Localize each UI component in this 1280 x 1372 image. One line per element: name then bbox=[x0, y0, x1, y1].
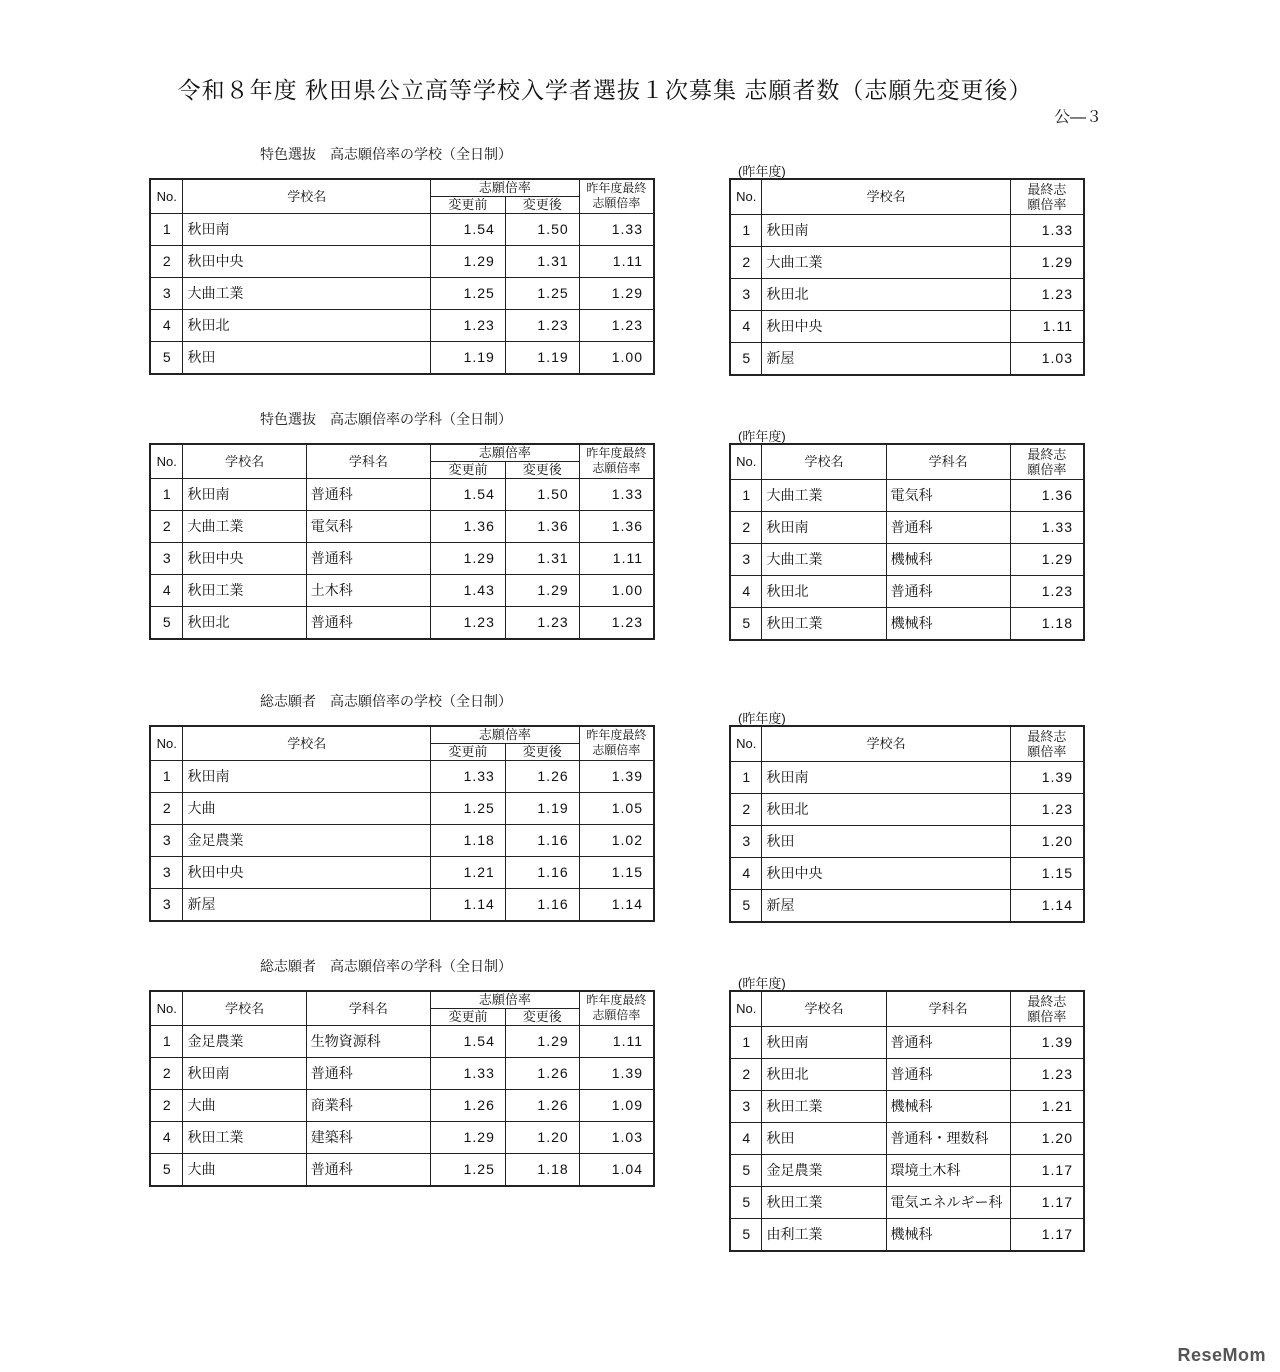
rate-after-cell: 1.16 bbox=[505, 856, 579, 888]
school-cell: 秋田北 bbox=[762, 575, 886, 607]
last-year-label: (昨年度) bbox=[738, 429, 786, 444]
table-row bbox=[730, 761, 1084, 793]
prev-rate-cell: 1.09 bbox=[579, 1089, 654, 1121]
rank-cell: 2 bbox=[730, 511, 762, 543]
header-no: No. bbox=[150, 179, 183, 213]
rank-cell: 2 bbox=[150, 792, 183, 824]
rank-cell: 4 bbox=[730, 310, 762, 342]
table-row bbox=[150, 1153, 654, 1186]
prev-rate-cell: 1.33 bbox=[579, 213, 654, 245]
school-cell: 秋田南 bbox=[183, 760, 431, 792]
final-rate-cell: 1.33 bbox=[1010, 511, 1084, 543]
rank-cell: 4 bbox=[150, 309, 183, 341]
dept-cell: 機械科 bbox=[886, 1090, 1010, 1122]
rank-cell: 2 bbox=[150, 1057, 183, 1089]
rank-cell: 5 bbox=[150, 606, 183, 639]
table-row bbox=[150, 574, 654, 606]
final-rate-cell: 1.14 bbox=[1010, 889, 1084, 922]
table-row bbox=[150, 856, 654, 888]
rate-before-cell: 1.25 bbox=[431, 1153, 506, 1186]
header-no: No. bbox=[730, 444, 762, 479]
school-cell: 秋田北 bbox=[762, 1058, 886, 1090]
school-cell: 大曲工業 bbox=[762, 479, 886, 511]
table-row bbox=[150, 1025, 654, 1057]
rate-before-cell: 1.43 bbox=[431, 574, 506, 606]
header-school: 学校名 bbox=[762, 991, 886, 1026]
final-rate-cell: 1.39 bbox=[1010, 761, 1084, 793]
dept-cell: 機械科 bbox=[886, 1218, 1010, 1251]
header-school: 学校名 bbox=[183, 179, 431, 213]
rate-after-cell: 1.26 bbox=[505, 1089, 579, 1121]
rate-after-cell: 1.29 bbox=[505, 574, 579, 606]
table-row bbox=[150, 213, 654, 245]
last-year-ranking-table bbox=[729, 443, 1085, 641]
table-row bbox=[730, 607, 1084, 640]
rank-cell: 5 bbox=[730, 1186, 762, 1218]
prev-rate-cell: 1.36 bbox=[579, 510, 654, 542]
header-dept: 学科名 bbox=[306, 991, 430, 1025]
final-rate-cell: 1.39 bbox=[1010, 1026, 1084, 1058]
rate-before-cell: 1.23 bbox=[431, 309, 506, 341]
rank-cell: 2 bbox=[150, 1089, 183, 1121]
section-caption: 総志願者 高志願倍率の学科（全日制） bbox=[260, 958, 512, 974]
header-rate-group: 志願倍率 bbox=[431, 726, 580, 743]
header-school: 学校名 bbox=[762, 726, 1010, 761]
current-ranking-table bbox=[149, 178, 655, 375]
resemom-logo: ReseMom bbox=[1177, 1345, 1266, 1365]
final-rate-cell: 1.23 bbox=[1010, 575, 1084, 607]
dept-cell: 土木科 bbox=[306, 574, 430, 606]
page-title: 令和８年度 秋田県公立高等学校入学者選抜１次募集 志願者数（志願先変更後） bbox=[177, 77, 1033, 103]
final-rate-cell: 1.15 bbox=[1010, 857, 1084, 889]
prev-rate-cell: 1.29 bbox=[579, 277, 654, 309]
rate-after-cell: 1.18 bbox=[505, 1153, 579, 1186]
school-cell: 秋田中央 bbox=[762, 857, 1010, 889]
school-cell: 大曲工業 bbox=[183, 277, 431, 309]
final-rate-cell: 1.23 bbox=[1010, 793, 1084, 825]
header-rate-group: 志願倍率 bbox=[431, 444, 580, 461]
school-cell: 大曲工業 bbox=[183, 510, 306, 542]
table-row bbox=[150, 478, 654, 510]
dept-cell: 普通科 bbox=[886, 1026, 1010, 1058]
school-cell: 秋田南 bbox=[762, 511, 886, 543]
rank-cell: 4 bbox=[150, 1121, 183, 1153]
table-row bbox=[730, 1122, 1084, 1154]
rate-after-cell: 1.20 bbox=[505, 1121, 579, 1153]
prev-rate-cell: 1.02 bbox=[579, 824, 654, 856]
school-cell: 秋田工業 bbox=[762, 607, 886, 640]
rate-after-cell: 1.26 bbox=[505, 1057, 579, 1089]
rate-after-cell: 1.29 bbox=[505, 1025, 579, 1057]
header-final-rate: 最終志願倍率 bbox=[1010, 991, 1084, 1026]
rate-after-cell: 1.26 bbox=[505, 760, 579, 792]
rate-before-cell: 1.54 bbox=[431, 213, 506, 245]
header-dept: 学科名 bbox=[886, 444, 1010, 479]
final-rate-cell: 1.17 bbox=[1010, 1218, 1084, 1251]
dept-cell: 普通科 bbox=[886, 575, 1010, 607]
final-rate-cell: 1.23 bbox=[1010, 278, 1084, 310]
last-year-ranking-table bbox=[729, 178, 1085, 376]
rank-cell: 4 bbox=[730, 1122, 762, 1154]
table-row bbox=[150, 824, 654, 856]
header-dept: 学科名 bbox=[886, 991, 1010, 1026]
header-school: 学校名 bbox=[183, 444, 306, 478]
table-row bbox=[730, 1218, 1084, 1251]
prev-rate-cell: 1.00 bbox=[579, 574, 654, 606]
rate-after-cell: 1.23 bbox=[505, 606, 579, 639]
last-year-label: (昨年度) bbox=[738, 711, 786, 726]
current-ranking-table bbox=[149, 725, 655, 922]
header-after: 変更後 bbox=[505, 743, 579, 760]
school-cell: 金足農業 bbox=[183, 824, 431, 856]
final-rate-cell: 1.20 bbox=[1010, 825, 1084, 857]
table-row bbox=[150, 510, 654, 542]
rank-cell: 3 bbox=[150, 856, 183, 888]
rate-before-cell: 1.54 bbox=[431, 1025, 506, 1057]
school-cell: 大曲工業 bbox=[762, 246, 1010, 278]
rate-after-cell: 1.31 bbox=[505, 245, 579, 277]
header-no: No. bbox=[150, 991, 183, 1025]
section-caption: 特色選抜 高志願倍率の学科（全日制） bbox=[260, 411, 512, 427]
rate-after-cell: 1.16 bbox=[505, 888, 579, 921]
school-cell: 秋田工業 bbox=[183, 574, 306, 606]
dept-cell: 普通科 bbox=[886, 511, 1010, 543]
last-year-ranking-table bbox=[729, 725, 1085, 923]
final-rate-cell: 1.20 bbox=[1010, 1122, 1084, 1154]
rate-before-cell: 1.23 bbox=[431, 606, 506, 639]
table-row bbox=[730, 1090, 1084, 1122]
table-row bbox=[730, 1186, 1084, 1218]
prev-rate-cell: 1.15 bbox=[579, 856, 654, 888]
school-cell: 秋田北 bbox=[762, 793, 1010, 825]
rate-after-cell: 1.16 bbox=[505, 824, 579, 856]
rate-before-cell: 1.54 bbox=[431, 478, 506, 510]
final-rate-cell: 1.03 bbox=[1010, 342, 1084, 375]
header-school: 学校名 bbox=[183, 726, 431, 760]
table-row bbox=[730, 857, 1084, 889]
last-year-label: (昨年度) bbox=[738, 164, 786, 179]
table-row bbox=[730, 479, 1084, 511]
header-no: No. bbox=[730, 991, 762, 1026]
school-cell: 秋田南 bbox=[183, 478, 306, 510]
prev-rate-cell: 1.11 bbox=[579, 542, 654, 574]
school-cell: 秋田 bbox=[762, 1122, 886, 1154]
school-cell: 秋田南 bbox=[183, 213, 431, 245]
table-row bbox=[730, 1154, 1084, 1186]
dept-cell: 電気科 bbox=[886, 479, 1010, 511]
dept-cell: 商業科 bbox=[306, 1089, 430, 1121]
rate-before-cell: 1.14 bbox=[431, 888, 506, 921]
final-rate-cell: 1.21 bbox=[1010, 1090, 1084, 1122]
table-row bbox=[150, 245, 654, 277]
school-cell: 大曲 bbox=[183, 1089, 306, 1121]
header-final-rate: 最終志願倍率 bbox=[1010, 726, 1084, 761]
header-rate-group: 志願倍率 bbox=[431, 179, 580, 196]
final-rate-cell: 1.11 bbox=[1010, 310, 1084, 342]
school-cell: 秋田中央 bbox=[183, 542, 306, 574]
rank-cell: 1 bbox=[150, 478, 183, 510]
prev-rate-cell: 1.00 bbox=[579, 341, 654, 374]
school-cell: 大曲 bbox=[183, 792, 431, 824]
table-row bbox=[150, 792, 654, 824]
rank-cell: 1 bbox=[730, 761, 762, 793]
rank-cell: 1 bbox=[150, 760, 183, 792]
rank-cell: 2 bbox=[150, 510, 183, 542]
final-rate-cell: 1.17 bbox=[1010, 1186, 1084, 1218]
rate-after-cell: 1.31 bbox=[505, 542, 579, 574]
header-before: 変更前 bbox=[431, 743, 506, 760]
rank-cell: 2 bbox=[150, 245, 183, 277]
header-dept: 学科名 bbox=[306, 444, 430, 478]
dept-cell: 普通科 bbox=[886, 1058, 1010, 1090]
final-rate-cell: 1.23 bbox=[1010, 1058, 1084, 1090]
prev-rate-cell: 1.03 bbox=[579, 1121, 654, 1153]
prev-rate-cell: 1.33 bbox=[579, 478, 654, 510]
school-cell: 金足農業 bbox=[762, 1154, 886, 1186]
last-year-label: (昨年度) bbox=[738, 976, 786, 991]
school-cell: 秋田中央 bbox=[762, 310, 1010, 342]
dept-cell: 生物資源科 bbox=[306, 1025, 430, 1057]
header-no: No. bbox=[730, 726, 762, 761]
rank-cell: 1 bbox=[150, 1025, 183, 1057]
header-rate-group: 志願倍率 bbox=[431, 991, 580, 1008]
rate-before-cell: 1.19 bbox=[431, 341, 506, 374]
rate-after-cell: 1.19 bbox=[505, 341, 579, 374]
rate-after-cell: 1.50 bbox=[505, 478, 579, 510]
header-no: No. bbox=[730, 179, 762, 214]
table-row bbox=[150, 606, 654, 639]
rank-cell: 1 bbox=[730, 1026, 762, 1058]
final-rate-cell: 1.29 bbox=[1010, 543, 1084, 575]
prev-rate-cell: 1.39 bbox=[579, 760, 654, 792]
rank-cell: 5 bbox=[730, 607, 762, 640]
section-caption: 総志願者 高志願倍率の学校（全日制） bbox=[260, 693, 512, 709]
school-cell: 秋田 bbox=[183, 341, 431, 374]
header-no: No. bbox=[150, 726, 183, 760]
table-row bbox=[730, 511, 1084, 543]
table-row bbox=[150, 542, 654, 574]
school-cell: 新屋 bbox=[762, 889, 1010, 922]
dept-cell: 電気エネルギー科 bbox=[886, 1186, 1010, 1218]
header-prev-final: 昨年度最終志願倍率 bbox=[579, 179, 654, 213]
rank-cell: 5 bbox=[730, 1218, 762, 1251]
school-cell: 秋田南 bbox=[762, 214, 1010, 246]
school-cell: 由利工業 bbox=[762, 1218, 886, 1251]
rate-before-cell: 1.33 bbox=[431, 1057, 506, 1089]
rate-after-cell: 1.23 bbox=[505, 309, 579, 341]
rate-before-cell: 1.36 bbox=[431, 510, 506, 542]
final-rate-cell: 1.17 bbox=[1010, 1154, 1084, 1186]
rank-cell: 3 bbox=[730, 278, 762, 310]
rank-cell: 4 bbox=[730, 857, 762, 889]
rank-cell: 3 bbox=[150, 888, 183, 921]
rank-cell: 1 bbox=[150, 213, 183, 245]
school-cell: 秋田工業 bbox=[762, 1186, 886, 1218]
dept-cell: 普通科・理数科 bbox=[886, 1122, 1010, 1154]
table-row bbox=[730, 214, 1084, 246]
table-row bbox=[730, 543, 1084, 575]
dept-cell: 環境土木科 bbox=[886, 1154, 1010, 1186]
table-row bbox=[730, 889, 1084, 922]
rate-before-cell: 1.25 bbox=[431, 792, 506, 824]
rate-after-cell: 1.25 bbox=[505, 277, 579, 309]
rank-cell: 1 bbox=[730, 214, 762, 246]
table-row bbox=[150, 309, 654, 341]
rate-before-cell: 1.18 bbox=[431, 824, 506, 856]
rank-cell: 5 bbox=[730, 889, 762, 922]
rank-cell: 3 bbox=[150, 824, 183, 856]
rate-before-cell: 1.29 bbox=[431, 542, 506, 574]
rank-cell: 5 bbox=[730, 342, 762, 375]
prev-rate-cell: 1.39 bbox=[579, 1057, 654, 1089]
header-school: 学校名 bbox=[762, 444, 886, 479]
last-year-ranking-table bbox=[729, 990, 1085, 1252]
table-row bbox=[730, 342, 1084, 375]
school-cell: 秋田工業 bbox=[762, 1090, 886, 1122]
rank-cell: 4 bbox=[730, 575, 762, 607]
school-cell: 秋田工業 bbox=[183, 1121, 306, 1153]
prev-rate-cell: 1.23 bbox=[579, 606, 654, 639]
header-no: No. bbox=[150, 444, 183, 478]
rank-cell: 5 bbox=[150, 1153, 183, 1186]
school-cell: 秋田南 bbox=[762, 761, 1010, 793]
rank-cell: 5 bbox=[150, 341, 183, 374]
header-final-rate: 最終志願倍率 bbox=[1010, 179, 1084, 214]
rank-cell: 4 bbox=[150, 574, 183, 606]
table-row bbox=[730, 246, 1084, 278]
dept-cell: 普通科 bbox=[306, 542, 430, 574]
final-rate-cell: 1.36 bbox=[1010, 479, 1084, 511]
table-row bbox=[150, 888, 654, 921]
rate-after-cell: 1.50 bbox=[505, 213, 579, 245]
table-row bbox=[730, 310, 1084, 342]
rank-cell: 3 bbox=[150, 277, 183, 309]
header-before: 変更前 bbox=[431, 461, 506, 478]
table-row bbox=[730, 825, 1084, 857]
prev-rate-cell: 1.05 bbox=[579, 792, 654, 824]
header-before: 変更前 bbox=[431, 1008, 506, 1025]
table-row bbox=[150, 1121, 654, 1153]
table-row bbox=[150, 760, 654, 792]
page-number: 公―３ bbox=[1053, 109, 1102, 126]
table-row bbox=[730, 793, 1084, 825]
prev-rate-cell: 1.04 bbox=[579, 1153, 654, 1186]
rank-cell: 3 bbox=[730, 1090, 762, 1122]
school-cell: 新屋 bbox=[183, 888, 431, 921]
dept-cell: 普通科 bbox=[306, 1057, 430, 1089]
dept-cell: 普通科 bbox=[306, 478, 430, 510]
final-rate-cell: 1.29 bbox=[1010, 246, 1084, 278]
final-rate-cell: 1.18 bbox=[1010, 607, 1084, 640]
prev-rate-cell: 1.23 bbox=[579, 309, 654, 341]
rate-before-cell: 1.26 bbox=[431, 1089, 506, 1121]
rank-cell: 3 bbox=[150, 542, 183, 574]
dept-cell: 電気科 bbox=[306, 510, 430, 542]
table-row bbox=[730, 575, 1084, 607]
header-after: 変更後 bbox=[505, 196, 579, 213]
prev-rate-cell: 1.14 bbox=[579, 888, 654, 921]
rate-before-cell: 1.29 bbox=[431, 1121, 506, 1153]
rank-cell: 3 bbox=[730, 825, 762, 857]
prev-rate-cell: 1.11 bbox=[579, 245, 654, 277]
school-cell: 新屋 bbox=[762, 342, 1010, 375]
table-row bbox=[730, 1058, 1084, 1090]
rate-after-cell: 1.36 bbox=[505, 510, 579, 542]
header-final-rate: 最終志願倍率 bbox=[1010, 444, 1084, 479]
current-ranking-table bbox=[149, 990, 655, 1187]
header-school: 学校名 bbox=[183, 991, 306, 1025]
rank-cell: 2 bbox=[730, 246, 762, 278]
rate-before-cell: 1.21 bbox=[431, 856, 506, 888]
final-rate-cell: 1.33 bbox=[1010, 214, 1084, 246]
header-prev-final: 昨年度最終志願倍率 bbox=[579, 991, 654, 1025]
school-cell: 大曲工業 bbox=[762, 543, 886, 575]
rank-cell: 5 bbox=[730, 1154, 762, 1186]
header-school: 学校名 bbox=[762, 179, 1010, 214]
rank-cell: 2 bbox=[730, 1058, 762, 1090]
current-ranking-table bbox=[149, 443, 655, 640]
school-cell: 秋田北 bbox=[183, 606, 306, 639]
rank-cell: 2 bbox=[730, 793, 762, 825]
school-cell: 秋田中央 bbox=[183, 856, 431, 888]
rank-cell: 3 bbox=[730, 543, 762, 575]
school-cell: 金足農業 bbox=[183, 1025, 306, 1057]
school-cell: 秋田南 bbox=[762, 1026, 886, 1058]
header-prev-final: 昨年度最終志願倍率 bbox=[579, 444, 654, 478]
rate-before-cell: 1.29 bbox=[431, 245, 506, 277]
school-cell: 秋田南 bbox=[183, 1057, 306, 1089]
rate-before-cell: 1.33 bbox=[431, 760, 506, 792]
header-after: 変更後 bbox=[505, 461, 579, 478]
school-cell: 秋田北 bbox=[762, 278, 1010, 310]
dept-cell: 機械科 bbox=[886, 607, 1010, 640]
dept-cell: 機械科 bbox=[886, 543, 1010, 575]
school-cell: 秋田中央 bbox=[183, 245, 431, 277]
header-prev-final: 昨年度最終志願倍率 bbox=[579, 726, 654, 760]
dept-cell: 建築科 bbox=[306, 1121, 430, 1153]
header-before: 変更前 bbox=[431, 196, 506, 213]
table-row bbox=[730, 278, 1084, 310]
table-row bbox=[150, 1057, 654, 1089]
header-after: 変更後 bbox=[505, 1008, 579, 1025]
section-caption: 特色選抜 高志願倍率の学校（全日制） bbox=[260, 146, 512, 162]
school-cell: 大曲 bbox=[183, 1153, 306, 1186]
table-row bbox=[150, 341, 654, 374]
dept-cell: 普通科 bbox=[306, 606, 430, 639]
school-cell: 秋田 bbox=[762, 825, 1010, 857]
table-row bbox=[730, 1026, 1084, 1058]
table-row bbox=[150, 277, 654, 309]
table-row bbox=[150, 1089, 654, 1121]
rank-cell: 1 bbox=[730, 479, 762, 511]
school-cell: 秋田北 bbox=[183, 309, 431, 341]
rate-before-cell: 1.25 bbox=[431, 277, 506, 309]
dept-cell: 普通科 bbox=[306, 1153, 430, 1186]
rate-after-cell: 1.19 bbox=[505, 792, 579, 824]
prev-rate-cell: 1.11 bbox=[579, 1025, 654, 1057]
